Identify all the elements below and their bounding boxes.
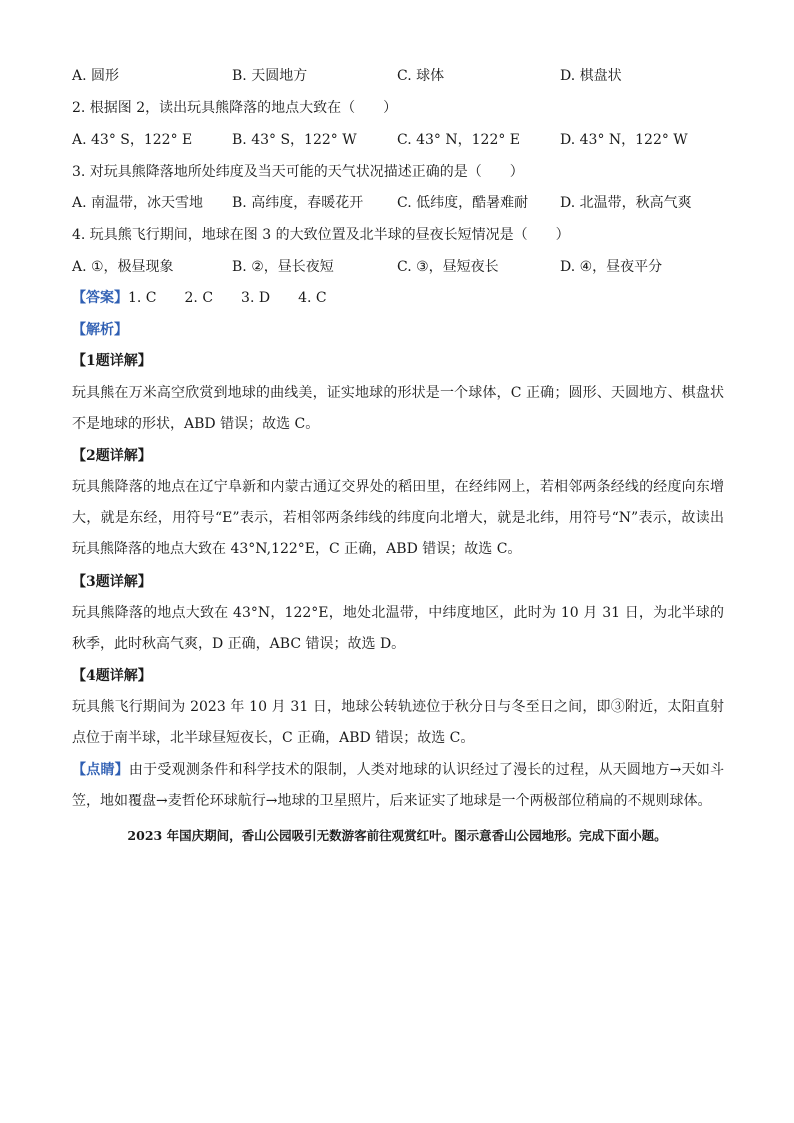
- detail-4-text: 玩具熊飞行期间为 2023 年 10 月 31 日，地球公转轨迹位于秋分日与冬至日之间，即③附近，太阳直射点位于南半球，北半球昼短夜长，C 正确，ABD 错误；故选 C。: [72, 699, 724, 746]
- detail-3-text: 玩具熊降落的地点大致在 43°N，122°E，地处北温带，中纬度地区，此时为 10 月 31 日，为北半球的秋季，此时秋高气爽，D 正确，ABC 错误；故选 D。: [72, 605, 724, 652]
- q4-option-b: B. ②，昼长夜短: [232, 259, 334, 275]
- q2-stem: 2. 根据图 2，读出玩具熊降落的地点大致在（ ）: [72, 100, 398, 116]
- answer-text: 1. C 2. C 3. D 4. C: [128, 290, 327, 306]
- detail-1-text: 玩具熊在万米高空欣赏到地球的曲线美，证实地球的形状是一个球体，C 正确；圆形、天圆地方、棋盘状不是地球的形状，ABD 错误；故选 C。: [72, 385, 724, 432]
- analysis-label: 【解析】: [72, 322, 128, 338]
- q2-option-d: D. 43° N，122° W: [560, 132, 688, 148]
- q3-option-a: A. 南温带，冰天雪地: [72, 195, 204, 211]
- next-group-intro: 2023 年国庆期间，香山公园吸引无数游客前往观赏红叶。图示意香山公园地形。完成下面小题。: [127, 828, 667, 843]
- answer-line: [72, 288, 327, 308]
- q1-option-a: A. 圆形: [72, 68, 120, 84]
- q2-option-b: B. 43° S，122° W: [232, 132, 357, 148]
- detail-3-heading: 【3题详解】: [72, 574, 152, 590]
- detail-2-heading: 【2题详解】: [72, 448, 152, 464]
- q1-option-b: B. 天圆地方: [232, 68, 308, 84]
- q4-option-d: D. ④，昼夜平分: [560, 259, 663, 275]
- q3-stem: 3. 对玩具熊降落地所处纬度及当天可能的天气状况描述正确的是（ ）: [72, 164, 524, 180]
- q1-option-c: C. 球体: [397, 68, 445, 84]
- q1-option-d: D. 棋盘状: [560, 68, 622, 84]
- tip-text: 由于受观测条件和科学技术的限制，人类对地球的认识经过了漫长的过程，从天圆地方→天如斗笠，地如覆盘→麦哲伦环球航行→地球的卫星照片，后来证实了地球是一个两极部位稍扁的不规则球体。: [72, 762, 725, 809]
- q2-option-c: C. 43° N，122° E: [397, 132, 521, 148]
- q4-option-a: A. ①，极昼现象: [72, 259, 174, 275]
- q4-stem: 4. 玩具熊飞行期间，地球在图 3 的大致位置及北半球的昼夜长短情况是（ ）: [72, 227, 570, 243]
- detail-4-heading: 【4题详解】: [72, 668, 152, 684]
- q2-option-a: A. 43° S，122° E: [72, 132, 193, 148]
- q3-option-b: B. 高纬度，春暖花开: [232, 195, 364, 211]
- q3-option-d: D. 北温带，秋高气爽: [560, 195, 692, 211]
- answer-label: 【答案】: [72, 290, 128, 306]
- tip-paragraph: [72, 755, 724, 817]
- detail-2-text: 玩具熊降落的地点在辽宁阜新和内蒙古通辽交界处的稻田里，在经纬网上，若相邻两条经线的经度向东增大，就是东经，用符号“E”表示，若相邻两条纬线的纬度向北增大，就是北纬，用符号“N”表示，故读出玩具熊降落的地点大致在 43°N,122°E，C 正确，ABD 错误；故选 C。: [72, 479, 724, 557]
- tip-label: 【点睛】: [72, 762, 129, 778]
- q3-option-c: C. 低纬度，酷暑难耐: [397, 195, 529, 211]
- q4-option-c: C. ③，昼短夜长: [397, 259, 499, 275]
- detail-1-heading: 【1题详解】: [72, 353, 152, 369]
